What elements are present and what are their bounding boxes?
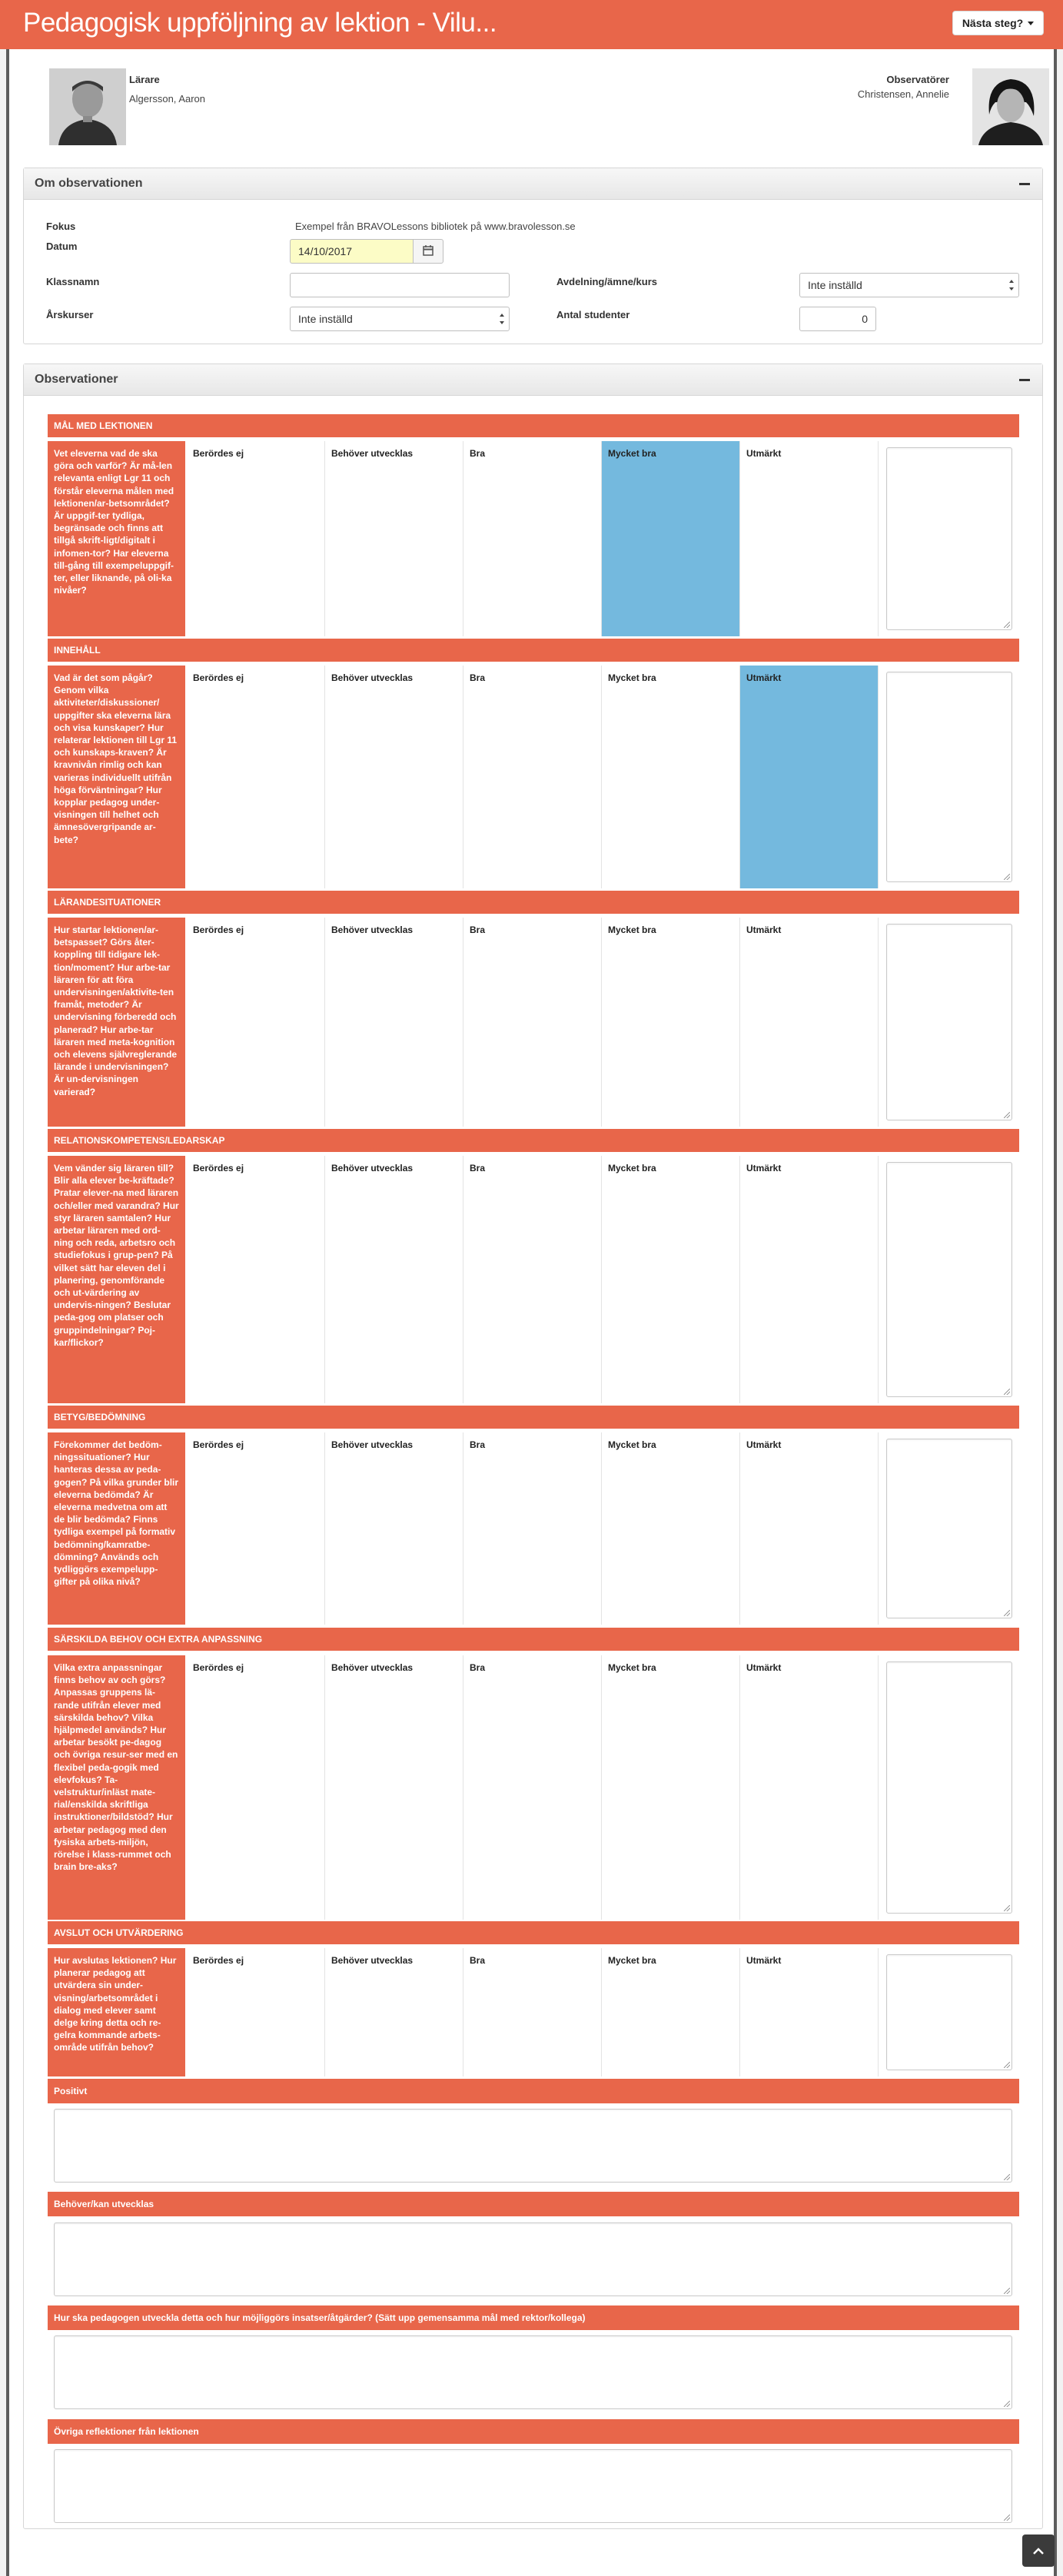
teacher-name: Algersson, Aaron bbox=[129, 93, 206, 105]
rating-option[interactable]: Utmärkt bbox=[740, 666, 879, 888]
focus-label: Fokus bbox=[46, 221, 76, 232]
rating-option[interactable]: Mycket bra bbox=[602, 1156, 740, 1403]
rating-option[interactable]: Berördes ej bbox=[187, 1156, 325, 1403]
calendar-icon bbox=[414, 240, 443, 263]
collapse-icon[interactable] bbox=[1019, 183, 1030, 185]
rating-option[interactable]: Behöver utvecklas bbox=[325, 666, 463, 888]
section-title-bar: MÅL MED LEKTIONEN bbox=[48, 414, 1019, 437]
resize-grip-icon[interactable] bbox=[1004, 2515, 1010, 2521]
observations-panel-header[interactable] bbox=[24, 364, 1042, 396]
rating-option[interactable]: Behöver utvecklas bbox=[325, 1948, 463, 2076]
free-section-textarea[interactable] bbox=[54, 2335, 1012, 2409]
resize-grip-icon[interactable] bbox=[1004, 2401, 1010, 2407]
section-comment-textarea[interactable] bbox=[886, 1439, 1012, 1618]
collapse-icon[interactable] bbox=[1019, 379, 1030, 381]
section-comment-textarea[interactable] bbox=[886, 924, 1012, 1120]
section-comment-textarea[interactable] bbox=[886, 1162, 1012, 1397]
free-section-title-bar: Behöver/kan utvecklas bbox=[48, 2192, 1019, 2216]
date-value: 14/10/2017 bbox=[298, 245, 353, 257]
caret-down-icon bbox=[1028, 22, 1034, 25]
rating-option[interactable]: Bra bbox=[463, 1156, 602, 1403]
rating-option[interactable]: Bra bbox=[463, 1655, 602, 1920]
class-input[interactable] bbox=[290, 273, 510, 297]
section-title-bar: BETYG/BEDÖMNING bbox=[48, 1406, 1019, 1429]
section-title-bar: AVSLUT OCH UTVÄRDERING bbox=[48, 1921, 1019, 1944]
page-border-right bbox=[1054, 49, 1057, 2576]
rating-option[interactable]: Behöver utvecklas bbox=[325, 1432, 463, 1625]
observer-avatar bbox=[972, 68, 1049, 145]
date-input[interactable] bbox=[290, 239, 414, 264]
section-question: Vilka extra anpassningar finns behov av och görs? Anpassas gruppens lä-rande utifrån elever med särskilda behov? Vilka hjälpmedel används? Hur arbetar besökt pe-dagog och övriga resur-ser med en flexibel peda-gogik med elevfokus? Ta-velstruktur/inläst mate-rial/enskilda skriftliga instruktioner/bildstöd? Hur arbetar pedagog med den fysiska arbets-miljön, rörelse i klass-rummet och brain bre-aks? bbox=[48, 1655, 185, 1920]
rating-option[interactable]: Mycket bra bbox=[602, 1655, 740, 1920]
dept-value: Inte inställd bbox=[808, 279, 862, 291]
section-question: Hur startar lektionen/ar-betspasset? Görs åter-koppling till tidigare lek-tion/moment? Hur arbe-tar läraren för att föra undervisningen/aktivite-ten framåt, metoder? Är undervisning förberedd och planerad? Hur arbe-tar läraren med meta-kognition och elevens självreglerande lärande i undervisningen? Är un-dervisningen varierad? bbox=[48, 918, 185, 1127]
rating-option[interactable]: Berördes ej bbox=[187, 918, 325, 1127]
section-title-bar: LÄRANDESITUATIONER bbox=[48, 891, 1019, 914]
next-step-label: Nästa steg? bbox=[962, 17, 1024, 29]
section-question: Vem vänder sig läraren till? Blir alla elever be-kräftade? Pratar elever-na med läraren och/eller med varandra? Hur styr läraren samtalen? Hur arbetar läraren med ord-ning och reda, arbetsro och studiefokus i grup-pen? På vilket sätt har eleven del i planering, genomförande och ut-värdering av undervis-ningen? Beslutar peda-gog om platser och gruppindelningar? Poj-kar/flickor? bbox=[48, 1156, 185, 1403]
section-title-bar: INNEHÅLL bbox=[48, 639, 1019, 662]
rating-option[interactable]: Bra bbox=[463, 1432, 602, 1625]
observers-label: Observatörer bbox=[886, 74, 949, 85]
students-value: 0 bbox=[862, 313, 868, 325]
students-input[interactable] bbox=[799, 307, 876, 331]
resize-grip-icon[interactable] bbox=[1004, 2174, 1010, 2180]
rating-option[interactable]: Utmärkt bbox=[740, 1948, 879, 2076]
focus-value: Exempel från BRAVOLessons bibliotek på www.bravolesson.se bbox=[295, 221, 576, 232]
observations-panel-title: Observationer bbox=[35, 373, 118, 386]
rating-option[interactable]: Behöver utvecklas bbox=[325, 1156, 463, 1403]
resize-grip-icon[interactable] bbox=[1004, 1389, 1010, 1395]
rating-option[interactable]: Bra bbox=[463, 441, 602, 636]
teacher-label: Lärare bbox=[129, 74, 160, 85]
rating-option[interactable]: Berördes ej bbox=[187, 1655, 325, 1920]
rating-option[interactable]: Bra bbox=[463, 918, 602, 1127]
class-label: Klassnamn bbox=[46, 276, 100, 287]
resize-grip-icon[interactable] bbox=[1004, 874, 1010, 880]
section-question: Hur avslutas lektionen? Hur planerar pedagog att utvärdera sin under-visning/arbetsområdet i dialog med elever samt delge kring detta och re-gelra kommande arbets-område utifrån behov? bbox=[48, 1948, 185, 2076]
dept-label: Avdelning/ämne/kurs bbox=[556, 276, 657, 287]
free-section-textarea[interactable] bbox=[54, 2449, 1012, 2523]
rating-option[interactable]: Bra bbox=[463, 666, 602, 888]
rating-option[interactable]: Mycket bra bbox=[602, 441, 740, 636]
about-panel-header[interactable] bbox=[24, 168, 1042, 200]
resize-grip-icon[interactable] bbox=[1004, 1112, 1010, 1118]
section-title-bar: SÄRSKILDA BEHOV OCH EXTRA ANPASSNING bbox=[48, 1628, 1019, 1651]
rating-option[interactable]: Berördes ej bbox=[187, 1948, 325, 2076]
rating-option[interactable]: Berördes ej bbox=[187, 666, 325, 888]
resize-grip-icon[interactable] bbox=[1004, 2062, 1010, 2068]
rating-option[interactable]: Utmärkt bbox=[740, 1655, 879, 1920]
resize-grip-icon[interactable] bbox=[1004, 1905, 1010, 1911]
students-label: Antal studenter bbox=[556, 309, 630, 320]
year-label: Årskurser bbox=[46, 309, 94, 320]
observer-name: Christensen, Annelie bbox=[857, 88, 949, 100]
section-comment-textarea[interactable] bbox=[886, 1661, 1012, 1914]
section-comment-textarea[interactable] bbox=[886, 1954, 1012, 2070]
section-comment-textarea[interactable] bbox=[886, 447, 1012, 630]
rating-option[interactable]: Behöver utvecklas bbox=[325, 1655, 463, 1920]
rating-option[interactable]: Mycket bra bbox=[602, 1432, 740, 1625]
next-step-button[interactable] bbox=[952, 11, 1044, 35]
free-section-textarea[interactable] bbox=[54, 2222, 1012, 2296]
select-arrows-icon bbox=[1009, 280, 1014, 290]
free-section-title-bar: Övriga reflektioner från lektionen bbox=[48, 2419, 1019, 2444]
rating-option[interactable]: Utmärkt bbox=[740, 441, 879, 636]
section-question: Vet eleverna vad de ska göra och varför? Är må-len relevanta enligt Lgr 11 och förstår eleverna målen med lektionen/ar-betsområdet? Är uppgif-ter tydliga, begränsade och finns att tillgå skrift-ligt/digitalt i infomen-tor? Har eleverna till-gång till exempeluppgif-ter, eller liknande, på oli-ka nivåer? bbox=[48, 441, 185, 636]
top-bar bbox=[0, 0, 1063, 49]
rating-option[interactable]: Utmärkt bbox=[740, 1156, 879, 1403]
section-comment-textarea[interactable] bbox=[886, 672, 1012, 882]
rating-option[interactable]: Behöver utvecklas bbox=[325, 918, 463, 1127]
rating-option[interactable]: Bra bbox=[463, 1948, 602, 2076]
rating-option[interactable]: Mycket bra bbox=[602, 666, 740, 888]
free-section-title-bar: Positivt bbox=[48, 2079, 1019, 2103]
chevron-up-icon bbox=[1032, 2546, 1045, 2555]
rating-option[interactable]: Behöver utvecklas bbox=[325, 441, 463, 636]
section-question: Vad är det som pågår? Genom vilka aktiviteter/diskussioner/ uppgifter ska eleverna lära och visa kunskaper? Hur relaterar lektionen till Lgr 11 och kunskaps-kraven? Är kravnivån rimlig och kan varieras individuellt utifrån höga förväntningar? Hur kopplar pedagog under-visningen till helhet och ämnesövergripande ar-bete? bbox=[48, 666, 185, 888]
section-question: Förekommer det bedöm-ningssituationer? Hur hanteras dessa av peda-gogen? På vilka grunder blir eleverna bedömda? Är eleverna medvetna om att de blir bedömda? Finns tydliga exempel på formativ bedömning/kamratbe-dömning? Används och tydliggörs exempelupp-gifter på olika nivå? bbox=[48, 1432, 185, 1625]
year-select[interactable] bbox=[290, 307, 510, 331]
year-value: Inte inställd bbox=[298, 313, 353, 325]
date-label: Datum bbox=[46, 241, 78, 252]
teacher-avatar bbox=[49, 68, 126, 145]
resize-grip-icon[interactable] bbox=[1004, 2288, 1010, 2294]
free-section-textarea[interactable] bbox=[54, 2109, 1012, 2183]
section-title-bar: RELATIONSKOMPETENS/LEDARSKAP bbox=[48, 1129, 1019, 1152]
resize-grip-icon[interactable] bbox=[1004, 1610, 1010, 1616]
about-panel bbox=[23, 168, 1043, 344]
dept-select[interactable] bbox=[799, 273, 1019, 297]
select-arrows-icon bbox=[500, 314, 504, 324]
free-section-title-bar: Hur ska pedagogen utveckla detta och hur möjliggörs insatser/åtgärder? (Sätt upp gemensamma mål med rektor/kollega) bbox=[48, 2305, 1019, 2330]
rating-option[interactable]: Utmärkt bbox=[740, 1432, 879, 1625]
resize-grip-icon[interactable] bbox=[1004, 622, 1010, 628]
calendar-button[interactable] bbox=[413, 239, 443, 264]
rating-option[interactable]: Berördes ej bbox=[187, 1432, 325, 1625]
rating-option[interactable]: Mycket bra bbox=[602, 1948, 740, 2076]
about-panel-title: Om observationen bbox=[35, 177, 143, 190]
rating-option[interactable]: Berördes ej bbox=[187, 441, 325, 636]
rating-option[interactable]: Mycket bra bbox=[602, 918, 740, 1127]
rating-option[interactable]: Utmärkt bbox=[740, 918, 879, 1127]
page-title: Pedagogisk uppföljning av lektion - Vilu... bbox=[23, 8, 497, 38]
scroll-to-top-button[interactable] bbox=[1022, 2535, 1055, 2567]
